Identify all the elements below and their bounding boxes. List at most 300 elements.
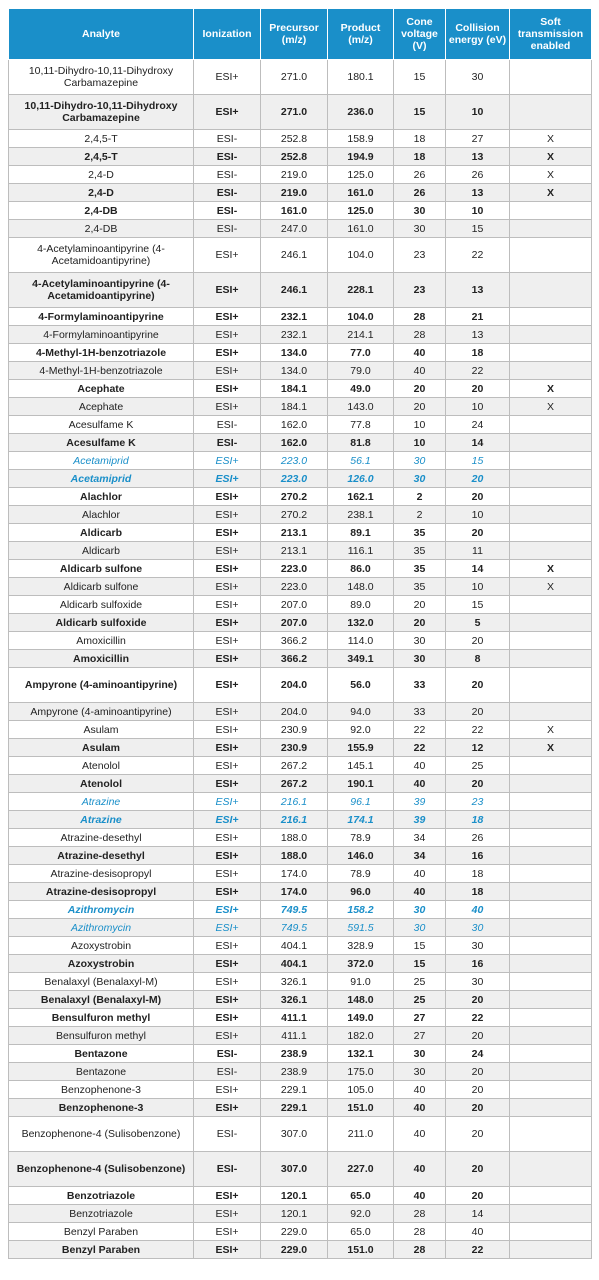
ionization-cell: ESI+ [194,344,261,362]
soft-transmission-cell [510,811,592,829]
cone-voltage-cell: 15 [394,60,446,95]
product-cell: 104.0 [328,308,394,326]
product-cell: 227.0 [328,1152,394,1187]
collision-energy-cell: 18 [446,811,510,829]
product-cell: 161.0 [328,184,394,202]
table-row [9,775,592,793]
collision-energy-cell: 30 [446,973,510,991]
product-cell: 161.0 [328,220,394,238]
cone-voltage-cell: 28 [394,326,446,344]
collision-energy-cell: 26 [446,166,510,184]
ionization-cell: ESI+ [194,991,261,1009]
cone-voltage-cell: 22 [394,721,446,739]
product-cell: 143.0 [328,398,394,416]
cone-voltage-cell: 28 [394,308,446,326]
collision-energy-cell: 20 [446,1117,510,1152]
analyte-cell: 2,4,5-T [9,148,194,166]
ionization-cell: ESI- [194,220,261,238]
ionization-cell: ESI+ [194,632,261,650]
product-cell: 114.0 [328,632,394,650]
table-row [9,1241,592,1259]
collision-energy-cell: 16 [446,955,510,973]
table-row [9,452,592,470]
product-cell: 591.5 [328,919,394,937]
product-cell: 91.0 [328,973,394,991]
table-row [9,937,592,955]
header-ionization: Ionization [194,9,261,60]
product-cell: 145.1 [328,757,394,775]
ionization-cell: ESI+ [194,829,261,847]
table-row [9,668,592,703]
cone-voltage-cell: 25 [394,973,446,991]
collision-energy-cell: 20 [446,1152,510,1187]
soft-transmission-cell [510,416,592,434]
table-row [9,273,592,308]
soft-transmission-cell [510,470,592,488]
collision-energy-cell: 20 [446,775,510,793]
table-row [9,470,592,488]
ionization-cell: ESI- [194,434,261,452]
analyte-cell: Atrazine-desisopropyl [9,865,194,883]
product-cell: 81.8 [328,434,394,452]
cone-voltage-cell: 40 [394,344,446,362]
cone-voltage-cell: 39 [394,793,446,811]
analyte-cell: Amoxicillin [9,632,194,650]
ionization-cell: ESI+ [194,578,261,596]
cone-voltage-cell: 35 [394,524,446,542]
soft-transmission-cell [510,95,592,130]
table-row [9,883,592,901]
soft-transmission-cell: X [510,130,592,148]
precursor-cell: 223.0 [261,560,328,578]
table-row [9,416,592,434]
product-cell: 105.0 [328,1081,394,1099]
ionization-cell: ESI+ [194,955,261,973]
product-cell: 56.1 [328,452,394,470]
collision-energy-cell: 14 [446,1205,510,1223]
soft-transmission-cell [510,60,592,95]
soft-transmission-cell [510,202,592,220]
table-row [9,1045,592,1063]
precursor-cell: 246.1 [261,238,328,273]
collision-energy-cell: 24 [446,1045,510,1063]
collision-energy-cell: 8 [446,650,510,668]
cone-voltage-cell: 22 [394,739,446,757]
cone-voltage-cell: 28 [394,1223,446,1241]
product-cell: 149.0 [328,1009,394,1027]
analyte-cell: Ampyrone (4-aminoantipyrine) [9,703,194,721]
collision-energy-cell: 16 [446,847,510,865]
ionization-cell: ESI+ [194,650,261,668]
precursor-cell: 230.9 [261,739,328,757]
analyte-cell: Atrazine [9,811,194,829]
collision-energy-cell: 20 [446,380,510,398]
soft-transmission-cell [510,793,592,811]
header-collision-energy: Collision energy (eV) [446,9,510,60]
soft-transmission-cell: X [510,398,592,416]
analyte-cell: Atrazine-desethyl [9,829,194,847]
product-cell: 146.0 [328,847,394,865]
ionization-cell: ESI- [194,130,261,148]
precursor-cell: 247.0 [261,220,328,238]
analyte-cell: Azithromycin [9,919,194,937]
ionization-cell: ESI+ [194,326,261,344]
analyte-cell: Azoxystrobin [9,937,194,955]
precursor-cell: 223.0 [261,470,328,488]
product-cell: 89.1 [328,524,394,542]
ionization-cell: ESI+ [194,308,261,326]
soft-transmission-cell [510,1205,592,1223]
analyte-cell: Benzyl Paraben [9,1223,194,1241]
collision-energy-cell: 22 [446,238,510,273]
product-cell: 125.0 [328,202,394,220]
ionization-cell: ESI+ [194,506,261,524]
cone-voltage-cell: 30 [394,452,446,470]
precursor-cell: 188.0 [261,847,328,865]
soft-transmission-cell: X [510,166,592,184]
header-analyte: Analyte [9,9,194,60]
collision-energy-cell: 10 [446,202,510,220]
analyte-cell: Aldicarb [9,524,194,542]
cone-voltage-cell: 10 [394,434,446,452]
soft-transmission-cell [510,1241,592,1259]
cone-voltage-cell: 40 [394,1099,446,1117]
soft-transmission-cell [510,865,592,883]
table-row [9,326,592,344]
table-row [9,542,592,560]
precursor-cell: 238.9 [261,1063,328,1081]
table-row [9,362,592,380]
product-cell: 104.0 [328,238,394,273]
ionization-cell: ESI+ [194,739,261,757]
cone-voltage-cell: 30 [394,1063,446,1081]
soft-transmission-cell: X [510,380,592,398]
analyte-cell: 2,4-D [9,184,194,202]
ionization-cell: ESI+ [194,1081,261,1099]
product-cell: 92.0 [328,721,394,739]
ionization-cell: ESI+ [194,1223,261,1241]
soft-transmission-cell [510,596,592,614]
soft-transmission-cell [510,1187,592,1205]
collision-energy-cell: 40 [446,1223,510,1241]
ionization-cell: ESI+ [194,542,261,560]
precursor-cell: 271.0 [261,60,328,95]
precursor-cell: 174.0 [261,865,328,883]
product-cell: 125.0 [328,166,394,184]
soft-transmission-cell [510,775,592,793]
cone-voltage-cell: 30 [394,202,446,220]
analyte-cell: Benzyl Paraben [9,1241,194,1259]
table-row [9,238,592,273]
analyte-cell: 4-Acetylaminoantipyrine (4-Acetamidoantipyrine) [9,238,194,273]
table-row [9,95,592,130]
ionization-cell: ESI+ [194,524,261,542]
ionization-cell: ESI+ [194,380,261,398]
cone-voltage-cell: 20 [394,614,446,632]
soft-transmission-cell [510,847,592,865]
cone-voltage-cell: 26 [394,166,446,184]
table-row [9,955,592,973]
soft-transmission-cell [510,1152,592,1187]
ionization-cell: ESI+ [194,703,261,721]
collision-energy-cell: 30 [446,937,510,955]
cone-voltage-cell: 10 [394,416,446,434]
analyte-cell: 4-Formylaminoantipyrine [9,326,194,344]
precursor-cell: 307.0 [261,1117,328,1152]
header-soft-transmission: Soft transmission enabled [510,9,592,60]
precursor-cell: 267.2 [261,775,328,793]
collision-energy-cell: 25 [446,757,510,775]
ionization-cell: ESI+ [194,883,261,901]
analyte-cell: Bentazone [9,1063,194,1081]
table-row [9,1152,592,1187]
analyte-cell: Alachlor [9,506,194,524]
product-cell: 96.1 [328,793,394,811]
cone-voltage-cell: 15 [394,955,446,973]
soft-transmission-cell: X [510,721,592,739]
analyte-cell: Azithromycin [9,901,194,919]
precursor-cell: 404.1 [261,937,328,955]
precursor-cell: 326.1 [261,991,328,1009]
analyte-cell: Asulam [9,739,194,757]
product-cell: 56.0 [328,668,394,703]
soft-transmission-cell [510,524,592,542]
product-cell: 158.9 [328,130,394,148]
soft-transmission-cell [510,757,592,775]
cone-voltage-cell: 40 [394,1187,446,1205]
cone-voltage-cell: 30 [394,470,446,488]
table-row [9,919,592,937]
analyte-cell: 2,4-DB [9,202,194,220]
table-row [9,614,592,632]
cone-voltage-cell: 30 [394,220,446,238]
table-row [9,578,592,596]
cone-voltage-cell: 26 [394,184,446,202]
soft-transmission-cell [510,1027,592,1045]
collision-energy-cell: 24 [446,416,510,434]
ionization-cell: ESI+ [194,1187,261,1205]
table-row [9,1099,592,1117]
precursor-cell: 223.0 [261,452,328,470]
product-cell: 148.0 [328,991,394,1009]
precursor-cell: 229.0 [261,1223,328,1241]
product-cell: 155.9 [328,739,394,757]
collision-energy-cell: 12 [446,739,510,757]
table-row [9,398,592,416]
product-cell: 65.0 [328,1187,394,1205]
precursor-cell: 216.1 [261,793,328,811]
precursor-cell: 749.5 [261,919,328,937]
soft-transmission-cell [510,973,592,991]
collision-energy-cell: 18 [446,865,510,883]
collision-energy-cell: 22 [446,721,510,739]
table-row [9,166,592,184]
soft-transmission-cell [510,991,592,1009]
precursor-cell: 271.0 [261,95,328,130]
analyte-cell: 4-Formylaminoantipyrine [9,308,194,326]
precursor-cell: 216.1 [261,811,328,829]
precursor-cell: 184.1 [261,398,328,416]
soft-transmission-cell [510,650,592,668]
soft-transmission-cell: X [510,184,592,202]
ionization-cell: ESI- [194,1063,261,1081]
product-cell: 174.1 [328,811,394,829]
product-cell: 328.9 [328,937,394,955]
soft-transmission-cell [510,1063,592,1081]
table-row [9,973,592,991]
product-cell: 132.0 [328,614,394,632]
cone-voltage-cell: 34 [394,829,446,847]
collision-energy-cell: 10 [446,398,510,416]
cone-voltage-cell: 30 [394,1045,446,1063]
header-row [9,9,592,60]
soft-transmission-cell [510,362,592,380]
cone-voltage-cell: 40 [394,1117,446,1152]
analyte-cell: Atrazine-desisopropyl [9,883,194,901]
product-cell: 151.0 [328,1241,394,1259]
ionization-cell: ESI+ [194,757,261,775]
table-row [9,1009,592,1027]
collision-energy-cell: 5 [446,614,510,632]
analyte-cell: Aldicarb sulfoxide [9,614,194,632]
table-row [9,901,592,919]
soft-transmission-cell [510,488,592,506]
product-cell: 148.0 [328,578,394,596]
analyte-cell: Acephate [9,398,194,416]
soft-transmission-cell [510,452,592,470]
precursor-cell: 223.0 [261,578,328,596]
product-cell: 158.2 [328,901,394,919]
precursor-cell: 267.2 [261,757,328,775]
ionization-cell: ESI+ [194,238,261,273]
analyte-cell: 2,4,5-T [9,130,194,148]
precursor-cell: 229.1 [261,1081,328,1099]
soft-transmission-cell [510,542,592,560]
collision-energy-cell: 26 [446,829,510,847]
collision-energy-cell: 20 [446,1099,510,1117]
precursor-cell: 207.0 [261,596,328,614]
soft-transmission-cell [510,1045,592,1063]
ionization-cell: ESI+ [194,901,261,919]
precursor-cell: 252.8 [261,148,328,166]
cone-voltage-cell: 34 [394,847,446,865]
cone-voltage-cell: 23 [394,273,446,308]
cone-voltage-cell: 40 [394,775,446,793]
cone-voltage-cell: 18 [394,130,446,148]
analyte-cell: 4-Methyl-1H-benzotriazole [9,362,194,380]
soft-transmission-cell [510,1099,592,1117]
collision-energy-cell: 20 [446,1063,510,1081]
table-row [9,434,592,452]
precursor-cell: 204.0 [261,703,328,721]
cone-voltage-cell: 28 [394,1205,446,1223]
soft-transmission-cell [510,220,592,238]
table-row [9,865,592,883]
product-cell: 151.0 [328,1099,394,1117]
soft-transmission-cell [510,1081,592,1099]
table-row [9,1027,592,1045]
cone-voltage-cell: 40 [394,883,446,901]
collision-energy-cell: 20 [446,488,510,506]
soft-transmission-cell [510,344,592,362]
cone-voltage-cell: 20 [394,380,446,398]
collision-energy-cell: 13 [446,184,510,202]
collision-energy-cell: 30 [446,919,510,937]
product-cell: 180.1 [328,60,394,95]
soft-transmission-cell: X [510,578,592,596]
table-row [9,829,592,847]
table-row [9,344,592,362]
precursor-cell: 161.0 [261,202,328,220]
analyte-cell: Benzophenone-4 (Sulisobenzone) [9,1117,194,1152]
collision-energy-cell: 22 [446,362,510,380]
precursor-cell: 270.2 [261,488,328,506]
analyte-cell: Acesulfame K [9,434,194,452]
product-cell: 238.1 [328,506,394,524]
precursor-cell: 232.1 [261,326,328,344]
cone-voltage-cell: 15 [394,937,446,955]
analyte-cell: Bensulfuron methyl [9,1027,194,1045]
soft-transmission-cell [510,273,592,308]
analyte-cell: 4-Acetylaminoantipyrine (4-Acetamidoantipyrine) [9,273,194,308]
ionization-cell: ESI+ [194,1241,261,1259]
ionization-cell: ESI+ [194,973,261,991]
analyte-cell: Benzotriazole [9,1205,194,1223]
precursor-cell: 749.5 [261,901,328,919]
cone-voltage-cell: 33 [394,703,446,721]
cone-voltage-cell: 33 [394,668,446,703]
collision-energy-cell: 18 [446,344,510,362]
table-row [9,202,592,220]
ionization-cell: ESI+ [194,811,261,829]
precursor-cell: 326.1 [261,973,328,991]
analyte-cell: Azoxystrobin [9,955,194,973]
table-row [9,308,592,326]
product-cell: 77.8 [328,416,394,434]
product-cell: 116.1 [328,542,394,560]
product-cell: 228.1 [328,273,394,308]
collision-energy-cell: 15 [446,220,510,238]
table-row [9,488,592,506]
table-row [9,560,592,578]
analyte-cell: Acephate [9,380,194,398]
precursor-cell: 188.0 [261,829,328,847]
ionization-cell: ESI- [194,148,261,166]
product-cell: 126.0 [328,470,394,488]
collision-energy-cell: 13 [446,273,510,308]
table-row [9,757,592,775]
soft-transmission-cell [510,326,592,344]
table-row [9,1205,592,1223]
analyte-cell: 10,11-Dihydro-10,11-Dihydroxy Carbamazepine [9,95,194,130]
analyte-cell: Alachlor [9,488,194,506]
analyte-cell: Benalaxyl (Benalaxyl-M) [9,973,194,991]
cone-voltage-cell: 30 [394,919,446,937]
precursor-cell: 184.1 [261,380,328,398]
ionization-cell: ESI- [194,166,261,184]
ionization-cell: ESI+ [194,793,261,811]
cone-voltage-cell: 35 [394,542,446,560]
soft-transmission-cell: X [510,739,592,757]
collision-energy-cell: 20 [446,470,510,488]
ionization-cell: ESI+ [194,847,261,865]
cone-voltage-cell: 15 [394,95,446,130]
analyte-cell: Acetamiprid [9,470,194,488]
soft-transmission-cell [510,668,592,703]
soft-transmission-cell [510,937,592,955]
cone-voltage-cell: 25 [394,991,446,1009]
product-cell: 78.9 [328,865,394,883]
